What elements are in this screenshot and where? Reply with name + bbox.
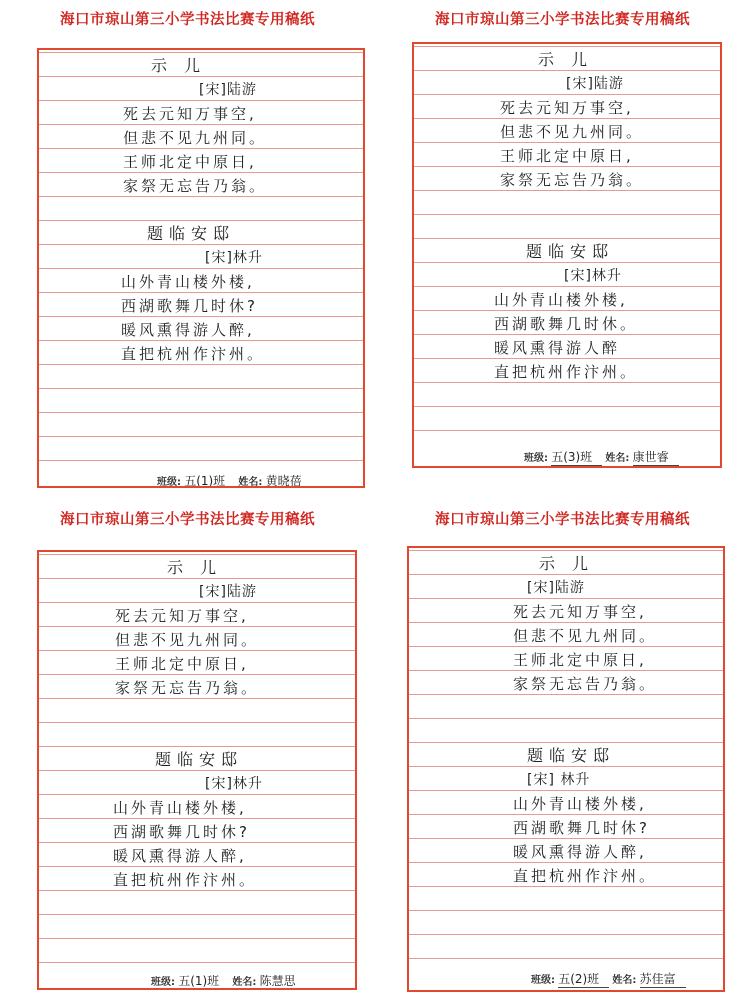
poem-line: 死去元知万事空,	[513, 603, 647, 621]
poem-line: 直把杭州作汴州。	[121, 345, 266, 363]
poem-line: 王师北定中原日,	[513, 651, 647, 669]
poem-line: 山外青山楼外楼,	[513, 795, 647, 813]
student-info	[151, 972, 306, 990]
name-value: 苏佳富	[639, 972, 676, 986]
poem-author: [宋]陆游	[566, 76, 624, 92]
name-value: 陈慧思	[259, 974, 296, 988]
poem-line: 王师北定中原日,	[115, 655, 249, 673]
class-value: 五(3)班	[551, 450, 593, 464]
poem-title: 题临安邸	[527, 746, 616, 765]
class-label: 班级:	[157, 477, 181, 488]
poem-line: 但悲不见九州同。	[500, 123, 645, 141]
poem-line: 西湖歌舞几时休。	[494, 315, 639, 333]
class-value: 五(1)班	[184, 474, 226, 488]
writing-paper	[37, 48, 365, 488]
poem-title: 示 儿	[539, 554, 595, 573]
poem-line: 山外青山楼外楼,	[121, 273, 255, 291]
poem-line: 死去元知万事空,	[123, 105, 257, 123]
student-info	[524, 448, 679, 466]
student-info	[157, 472, 312, 488]
name-label: 姓名:	[605, 453, 630, 464]
sheet-2	[375, 0, 750, 500]
sheet-title: 海口市琼山第三小学书法比赛专用稿纸	[60, 11, 315, 28]
sheet-4	[375, 500, 750, 1000]
student-info	[531, 970, 686, 988]
poem-title: 题临安邸	[526, 242, 615, 261]
poem-line: 山外青山楼外楼,	[113, 799, 247, 817]
poem-line: 家祭无忘告乃翁。	[123, 177, 268, 195]
poem-line: 家祭无忘告乃翁。	[500, 171, 645, 189]
poem-author: [宋]陆游	[199, 584, 257, 600]
poem-line: 直把杭州作汴州。	[113, 871, 258, 889]
poem-author: [宋]陆游	[199, 82, 257, 98]
poem-line: 家祭无忘告乃翁。	[513, 675, 658, 693]
poem-line: 西湖歌舞几时休?	[513, 819, 650, 837]
class-value: 五(2)班	[558, 972, 600, 986]
poem-author: [宋]林升	[205, 250, 263, 266]
poem-title: 题临安邸	[155, 750, 244, 769]
poem-line: 但悲不见九州同。	[123, 129, 268, 147]
sheet-title: 海口市琼山第三小学书法比赛专用稿纸	[60, 511, 315, 528]
writing-paper	[412, 42, 722, 468]
poem-title: 示 儿	[538, 50, 594, 69]
name-label: 姓名:	[612, 975, 637, 986]
sheet-title: 海口市琼山第三小学书法比赛专用稿纸	[435, 11, 690, 28]
poem-line: 直把杭州作汴州。	[513, 867, 658, 885]
name-value: 康世睿	[632, 450, 669, 464]
poem-line: 西湖歌舞几时休?	[113, 823, 250, 841]
writing-paper	[407, 546, 725, 992]
poem-title: 示 儿	[167, 558, 223, 577]
class-label: 班级:	[151, 977, 175, 988]
poem-line: 王师北定中原日,	[500, 147, 634, 165]
sheet-1	[0, 0, 375, 500]
class-value: 五(1)班	[178, 974, 220, 988]
poem-line: 家祭无忘告乃翁。	[115, 679, 260, 697]
poem-line: 但悲不见九州同。	[115, 631, 260, 649]
poem-line: 西湖歌舞几时休?	[121, 297, 258, 315]
sheet-3	[0, 500, 375, 1000]
poem-line: 死去元知万事空,	[115, 607, 249, 625]
poem-title: 示 儿	[151, 56, 207, 75]
name-value: 黄晓蓓	[265, 474, 302, 488]
poem-author: [宋]林升	[564, 268, 622, 284]
poem-line: 暖风熏得游人醉,	[121, 321, 255, 339]
poem-author: [宋]陆游	[527, 580, 585, 596]
name-label: 姓名:	[232, 977, 257, 988]
poem-line: 暖风熏得游人醉	[494, 339, 621, 357]
poem-line: 死去元知万事空,	[500, 99, 634, 117]
poem-line: 暖风熏得游人醉,	[113, 847, 247, 865]
poem-line: 直把杭州作汴州。	[494, 363, 639, 381]
poem-line: 山外青山楼外楼,	[494, 291, 628, 309]
poem-author: [宋]林升	[205, 776, 263, 792]
poem-line: 暖风熏得游人醉,	[513, 843, 647, 861]
class-label: 班级:	[524, 453, 548, 464]
poem-line: 但悲不见九州同。	[513, 627, 658, 645]
name-label: 姓名:	[238, 477, 263, 488]
class-label: 班级:	[531, 975, 555, 986]
poem-line: 王师北定中原日,	[123, 153, 257, 171]
sheet-title: 海口市琼山第三小学书法比赛专用稿纸	[435, 511, 690, 528]
poem-title: 题临安邸	[147, 224, 236, 243]
poem-author: [宋] 林升	[527, 772, 591, 788]
writing-paper	[37, 550, 357, 990]
